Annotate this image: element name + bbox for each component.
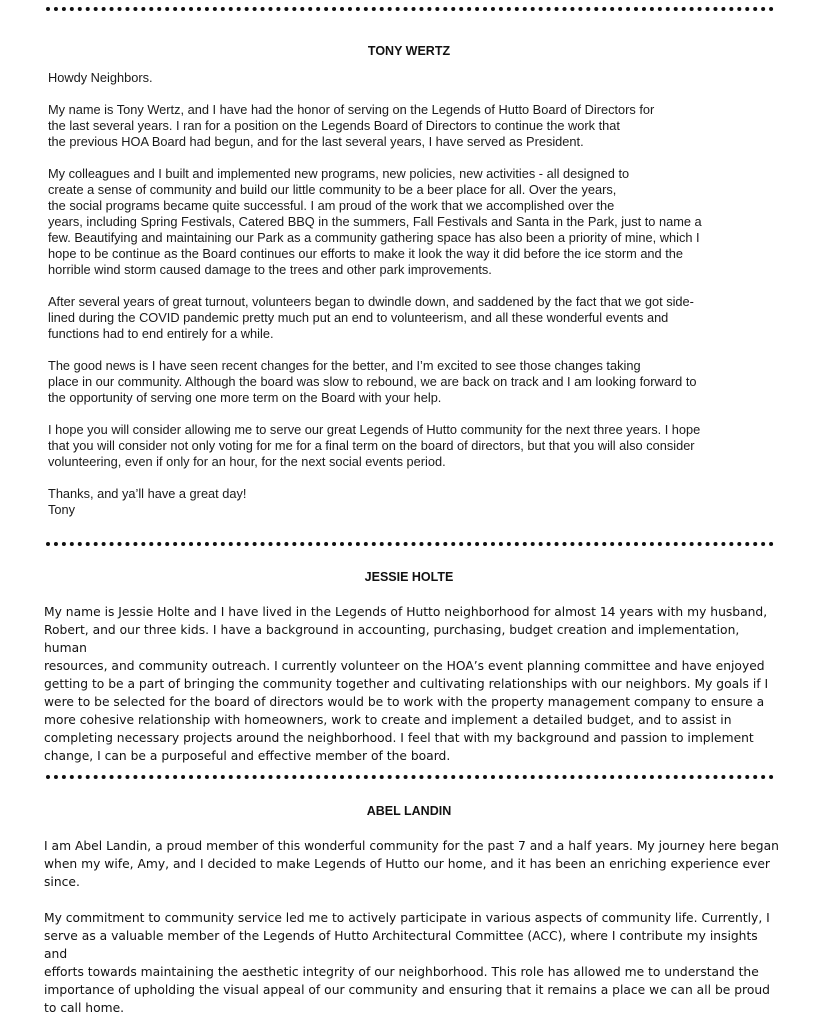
jessie-paragraph-1: My name is Jessie Holte and I have lived in the Legends of Hutto neighborhood for almost 14 years with my husband, Robert, and our three kids. I have a background in accounting, purchasing, budget creation and implementation, human resources, and community outreach. I currently volunteer on the HOA’s event planning committee and have enjoyed getting to be a part of bringing the community together and cultivating relationships with our neighbors. My goals if I were to be selected for the board of directors would be to work with the property management company to ensure a more cohesive relationship with homeowners, work to create and implement a detailed budget, and to assist in completing necessary projects around the neighborhood. I feel that with my background and passion to implement change, I can be a purposeful and effective member of the board.: [44, 605, 769, 763]
tony-closing: Thanks, and ya’ll have a great day! Tony: [48, 486, 247, 517]
dotted-divider: [46, 542, 774, 546]
tony-paragraph-5: I hope you will consider allowing me to serve our great Legends of Hutto community for the next three years. I hope that you will consider not only voting for me for a final term on the board of directors, but that you will also consider volunteering, even if only for an hour, for the next social events period.: [48, 422, 701, 469]
candidate-name-tony: TONY WERTZ: [367, 44, 451, 58]
tony-paragraph-3: After several years of great turnout, volunteers began to dwindle down, and saddened by the fact that we got side- lined during the COVID pandemic pretty much put an end to volunteerism, and all these wonderful events and functions had to end entirely for a while.: [48, 294, 694, 341]
dotted-divider: [46, 7, 774, 11]
candidate-name-abel: ABEL LANDIN: [366, 804, 452, 818]
tony-paragraph-2: My colleagues and I built and implemented new programs, new policies, new activities - all designed to create a sense of community and build our little community to be a beer place for all. Over the years, the social programs became quite successful. I am proud of the work that we accomplished over the years, including Spring Festivals, Catered BBQ in the summers, Fall Festivals and Santa in the Park, just to name a few. Beautifying and maintaining our Park as a community gathering space has also been a priority of mine, which I hope to be continue as the Board continues our efforts to make it look the way it did before the ice storm and the horrible wind storm caused damage to the trees and other park improvements.: [48, 166, 702, 277]
dotted-divider: [46, 775, 774, 779]
candidate-name-jessie: JESSIE HOLTE: [364, 570, 454, 584]
abel-paragraph-2: My commitment to community service led me to actively participate in various aspects of community life. Currently, I serve as a valuable member of the Legends of Hutto Architectural Committee (ACC), where I contribute my insights and efforts towards maintaining the aesthetic integrity of our neighborhood. This role has allowed me to understand the importance of upholding the visual appeal of our community and ensuring that it remains a place we can all be proud to call home.: [44, 911, 770, 1015]
tony-paragraph-1: My name is Tony Wertz, and I have had the honor of serving on the Legends of Hutto Board of Directors for the last several years. I ran for a position on the Legends Board of Directors to continue the work that the previous HOA Board had begun, and for the last several years, I have served as President.: [48, 102, 655, 149]
tony-greeting: Howdy Neighbors.: [48, 70, 153, 85]
tony-paragraph-4: The good news is I have seen recent changes for the better, and I’m excited to see those changes taking place in our community. Although the board was slow to rebound, we are back on track and I am looking forward to the opportunity of serving one more term on the Board with your help.: [48, 358, 697, 405]
abel-paragraph-1: I am Abel Landin, a proud member of this wonderful community for the past 7 and a half years. My journey here began when my wife, Amy, and I decided to make Legends of Hutto our home, and it has been an enriching experience ever since.: [44, 839, 779, 889]
